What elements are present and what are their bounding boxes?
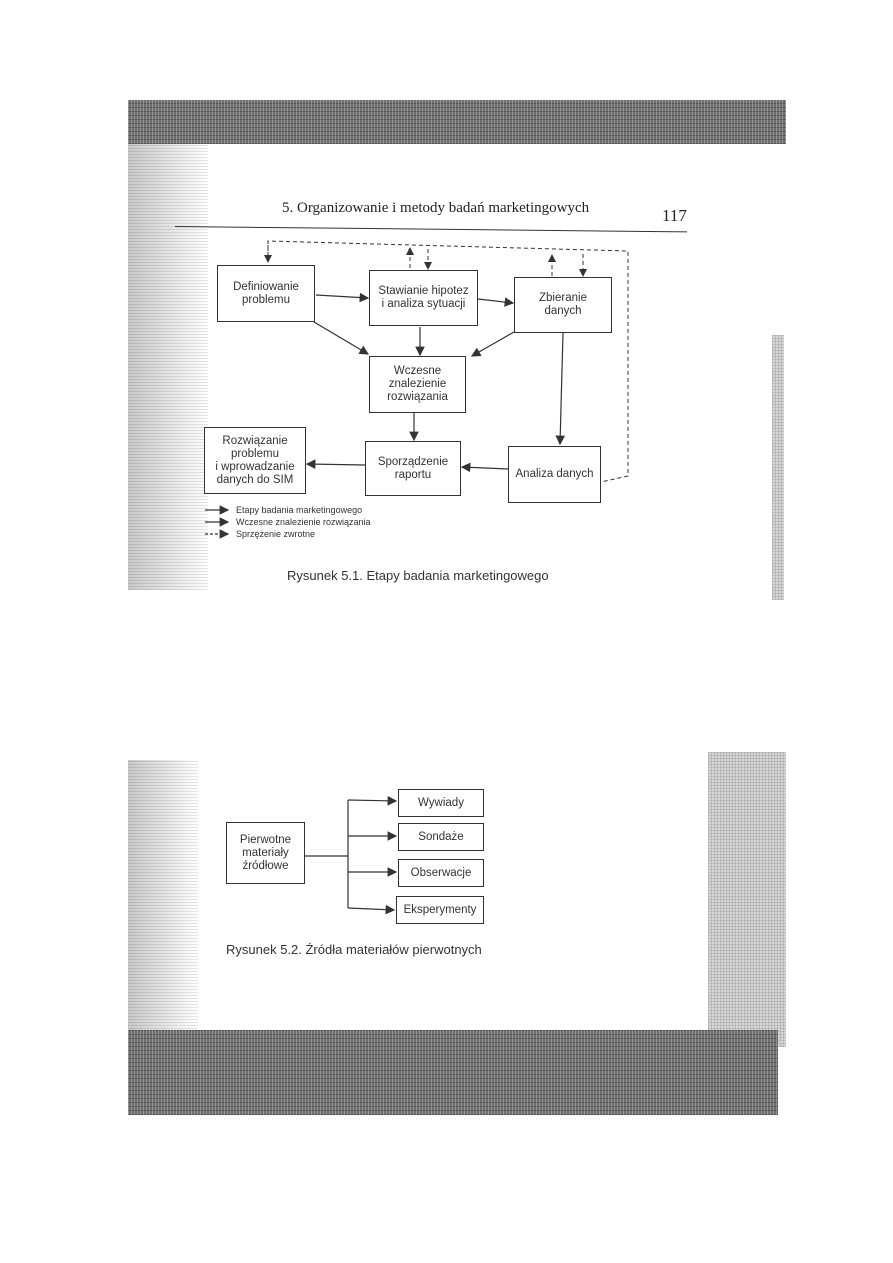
box-sporzadzenie-label: Sporządzenie raportu xyxy=(377,455,449,481)
page-number: 117 xyxy=(662,206,687,225)
figure2-caption: Rysunek 5.2. Źródła materiałów pierwotnych xyxy=(226,942,482,957)
box-rozwiazanie-label: Rozwiązanie problemu i wprowadzanie danych do SIM xyxy=(215,434,295,486)
box-eksperymenty-label: Eksperymenty xyxy=(403,903,477,916)
box-zbieranie-label: Zbieranie danych xyxy=(539,292,587,317)
box-analiza-label: Analiza danych xyxy=(515,468,594,480)
box-wywiady xyxy=(398,789,484,817)
box-eksperymenty xyxy=(396,896,484,924)
box-sondaze xyxy=(398,823,484,851)
box-sondaze-label: Sondaże xyxy=(418,830,464,843)
page-header-title: 5. Organizowanie i metody badań marketingowych xyxy=(282,200,590,216)
box-obserwacje-label: Obserwacje xyxy=(410,866,472,879)
figure1-caption: Rysunek 5.1. Etapy badania marketingowego xyxy=(287,568,549,583)
box-obserwacje xyxy=(398,859,484,887)
box-pierwotne-label: Pierwotne materiały źródłowe xyxy=(239,833,292,872)
box-hipotezy-label: Stawianie hipotez i analiza sytuacji xyxy=(378,285,469,310)
legend-item-sprzezenie: Sprzężenie zwrotne xyxy=(236,529,316,539)
box-definiowanie-label: Definiowanie problemu xyxy=(233,280,299,306)
box-pierwotne-materialy xyxy=(226,822,305,884)
legend-item-wczesne: Wczesne znalezienie rozwiązania xyxy=(236,517,371,527)
box-wczesne-label: Wczesne znalezienie rozwiązania xyxy=(387,365,448,403)
legend-item-etapy: Etapy badania marketingowego xyxy=(236,505,363,515)
box-wywiady-label: Wywiady xyxy=(418,796,464,809)
